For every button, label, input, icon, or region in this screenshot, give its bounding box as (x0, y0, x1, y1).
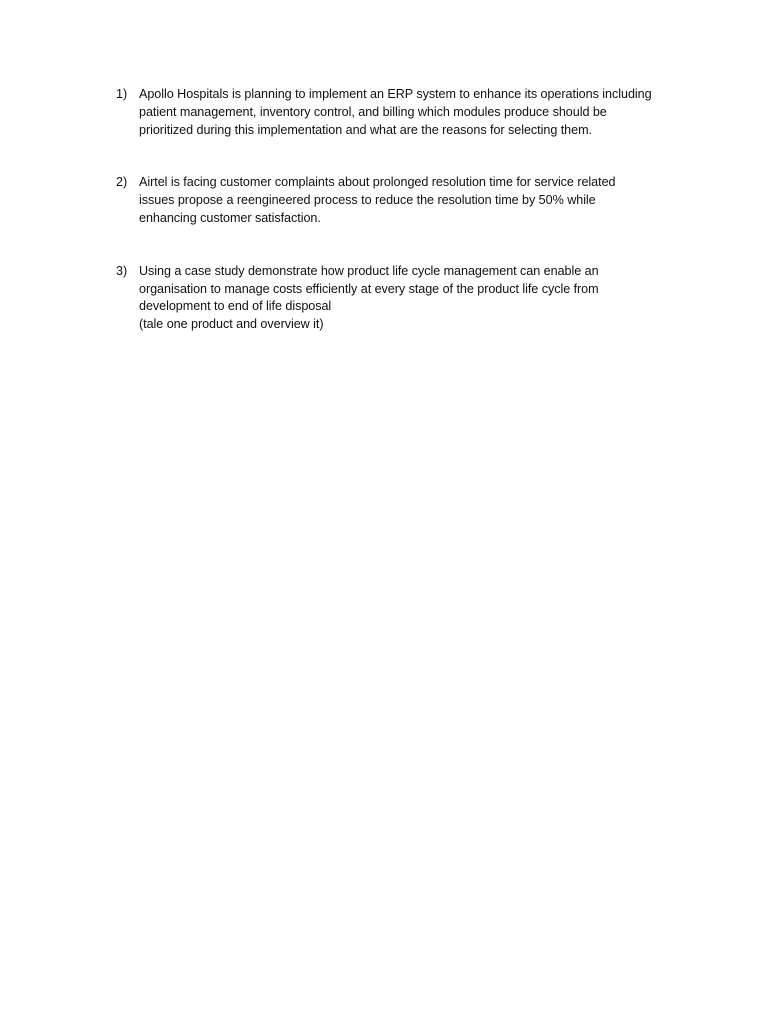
question-text-line: organisation to manage costs efficiently at every stage of the product life cycle from (139, 281, 599, 296)
question-text-line: Using a case study demonstrate how product life cycle management can enable an (139, 263, 599, 278)
question-text-line: development to end of life disposal (139, 299, 332, 314)
question-1 (116, 86, 676, 139)
question-3 (116, 263, 676, 334)
question-text-line: Airtel is facing customer complaints about prolonged resolution time for service related (139, 175, 616, 190)
question-text-line: patient management, inventory control, and billing which modules produce should be (139, 104, 607, 119)
question-text-line: Apollo Hospitals is planning to implement an ERP system to enhance its operations including (139, 87, 652, 101)
question-list (116, 86, 676, 334)
question-number: 3) (116, 263, 128, 278)
question-2 (116, 174, 676, 227)
question-text-line: enhancing customer satisfaction. (139, 210, 321, 225)
question-text-line: prioritized during this implementation and what are the reasons for selecting them. (139, 122, 592, 137)
question-number: 2) (116, 175, 128, 190)
question-number: 1) (116, 87, 128, 101)
question-text-line: issues propose a reengineered process to reduce the resolution time by 50% while (139, 193, 596, 208)
question-note-line: (tale one product and overview it) (139, 317, 324, 332)
